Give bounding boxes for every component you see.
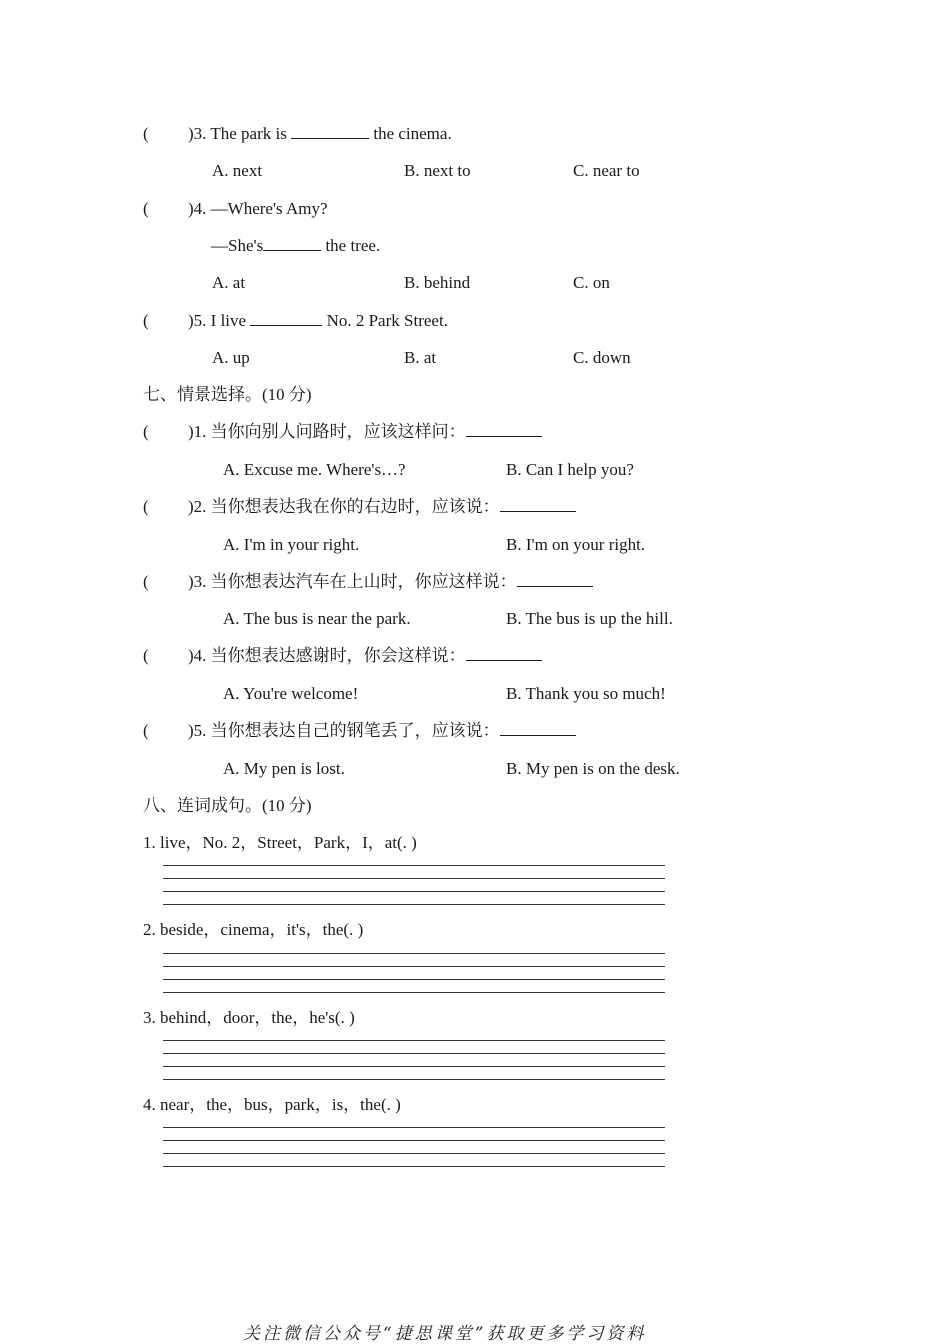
fill-blank[interactable] [500, 496, 576, 512]
answer-paren[interactable]: ( [143, 311, 149, 330]
option-b[interactable]: B. The bus is up the hill. [506, 609, 673, 628]
option-c[interactable]: C. on [573, 273, 610, 292]
s8-item-4: 4. near，the，bus，park，is，the(. ) [143, 1095, 401, 1114]
writing-line[interactable] [163, 904, 665, 905]
option-b[interactable]: B. Can I help you? [506, 460, 634, 479]
writing-line[interactable] [163, 1066, 665, 1067]
fill-blank[interactable] [263, 235, 321, 251]
writing-line[interactable] [163, 878, 665, 879]
answer-paren[interactable]: ( [143, 422, 149, 441]
option-a[interactable]: A. Excuse me. Where's…? [223, 460, 406, 479]
question-4-reply: —She's the tree. [211, 236, 381, 255]
writing-line[interactable] [163, 1166, 665, 1167]
fill-blank[interactable] [466, 421, 542, 437]
option-a[interactable]: A. up [212, 348, 250, 367]
option-b[interactable]: B. at [404, 348, 437, 367]
option-c[interactable]: C. near to [573, 161, 640, 180]
option-c[interactable]: C. down [573, 348, 631, 367]
writing-line[interactable] [163, 865, 665, 866]
answer-paren[interactable]: ( [143, 497, 149, 516]
fill-blank[interactable] [291, 123, 369, 139]
fill-blank[interactable] [466, 645, 542, 661]
writing-line[interactable] [163, 1153, 665, 1154]
fill-blank[interactable] [250, 310, 322, 326]
writing-line[interactable] [163, 1053, 665, 1054]
option-b[interactable]: B. I'm on your right. [506, 535, 646, 554]
writing-line[interactable] [163, 966, 665, 967]
s8-item-3: 3. behind，door，the，he's(. ) [143, 1008, 355, 1027]
section-7-heading: 七、情景选择。(10 分) [143, 385, 312, 404]
option-a[interactable]: A. at [212, 273, 246, 292]
option-a[interactable]: A. I'm in your right. [223, 535, 360, 554]
option-a[interactable]: A. The bus is near the park. [223, 609, 411, 628]
writing-line[interactable] [163, 1079, 665, 1080]
fill-blank[interactable] [517, 571, 593, 587]
writing-line[interactable] [163, 891, 665, 892]
answer-paren[interactable]: ( [143, 124, 149, 143]
writing-line[interactable] [163, 979, 665, 980]
writing-line[interactable] [163, 992, 665, 993]
option-a[interactable]: A. You're welcome! [223, 684, 359, 703]
footer-watermark: 关注微信公众号“捷思课堂”获取更多学习资料 [243, 1324, 647, 1344]
option-b[interactable]: B. behind [404, 273, 471, 292]
option-a[interactable]: A. My pen is lost. [223, 759, 345, 778]
section-8-heading: 八、连词成句。(10 分) [143, 796, 312, 815]
option-b[interactable]: B. My pen is on the desk. [506, 759, 680, 778]
s8-item-2: 2. beside，cinema，it's，the(. ) [143, 920, 364, 939]
writing-line[interactable] [163, 1140, 665, 1141]
writing-line[interactable] [163, 1127, 665, 1128]
answer-paren[interactable]: ( [143, 199, 149, 218]
s8-item-1: 1. live，No. 2，Street，Park，I，at(. ) [143, 833, 417, 852]
writing-line[interactable] [163, 1040, 665, 1041]
option-a[interactable]: A. next [212, 161, 263, 180]
option-b[interactable]: B. next to [404, 161, 471, 180]
option-b[interactable]: B. Thank you so much! [506, 684, 666, 703]
answer-paren[interactable]: ( [143, 572, 149, 591]
writing-line[interactable] [163, 953, 665, 954]
fill-blank[interactable] [500, 720, 576, 736]
answer-paren[interactable]: ( [143, 646, 149, 665]
answer-paren[interactable]: ( [143, 721, 149, 740]
